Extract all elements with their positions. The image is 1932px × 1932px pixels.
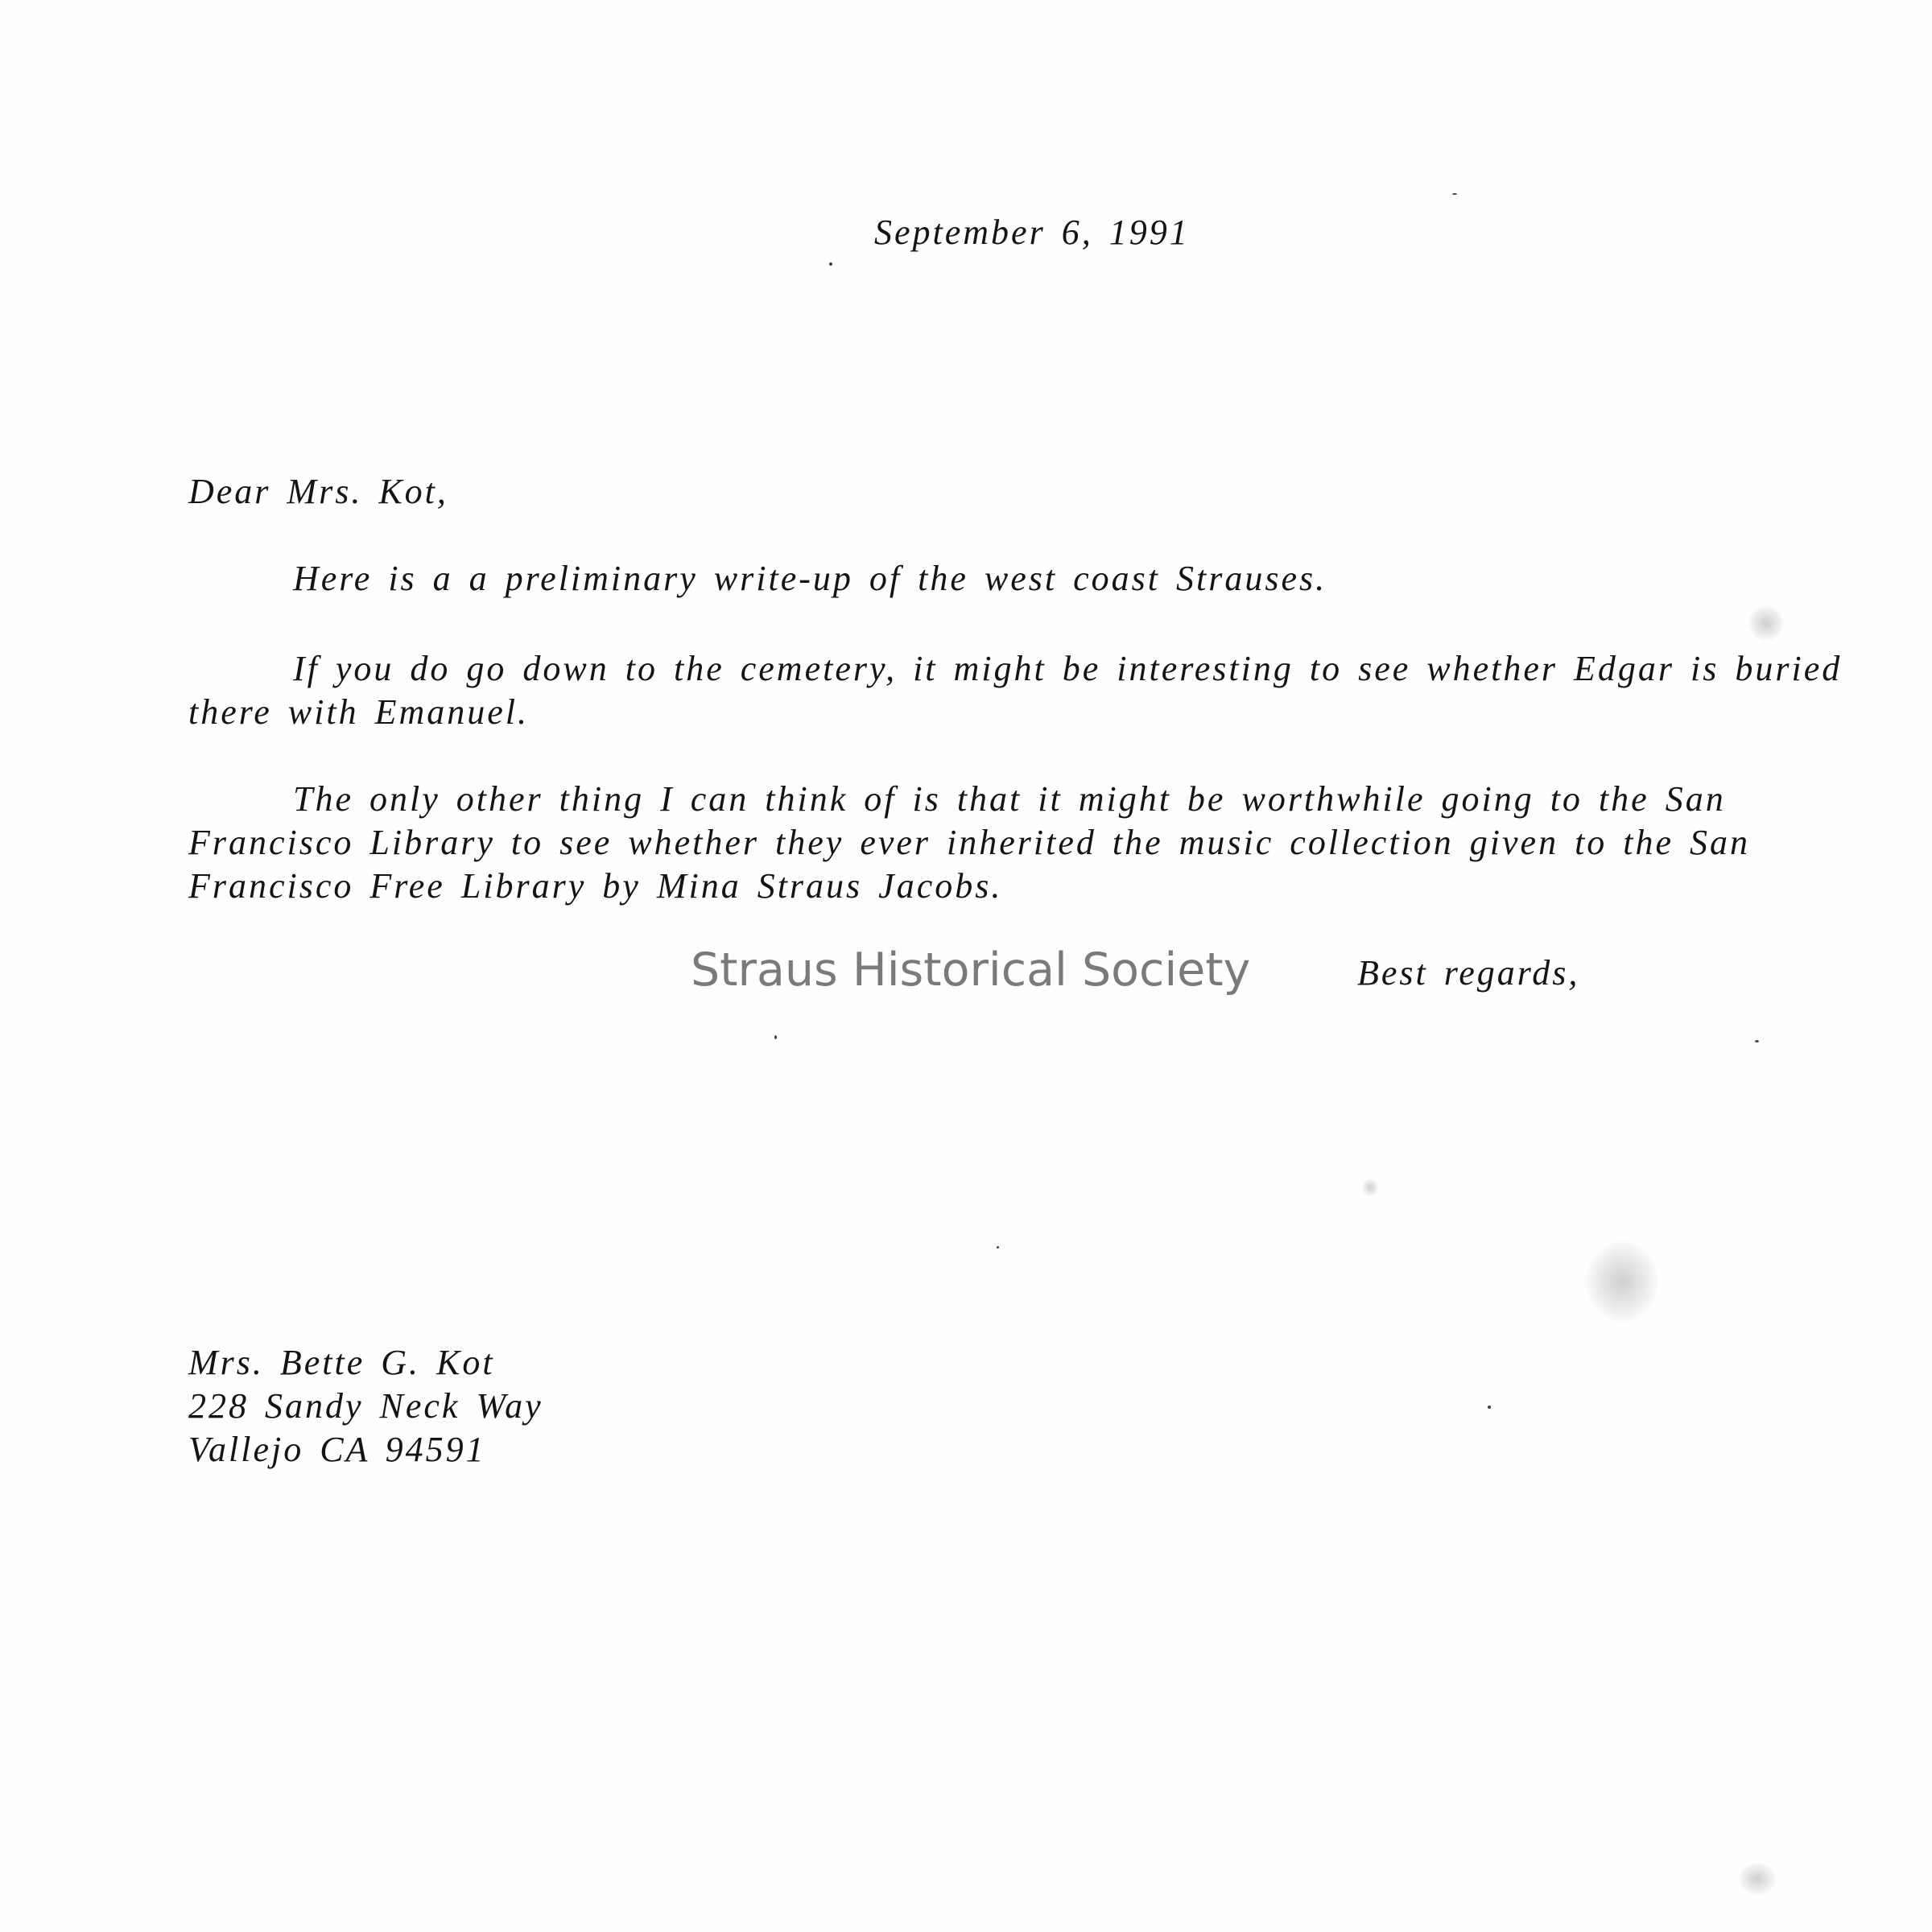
recipient-address <box>188 1341 543 1472</box>
scan-smudge <box>1586 1241 1658 1322</box>
letter-paragraph-2 <box>188 647 1842 734</box>
scan-speck <box>1452 193 1457 195</box>
letter-paragraph-1 <box>188 557 1327 601</box>
paragraph-line: If you do go down to the cemetery, it might be interesting to see whether Edgar is buried <box>293 649 1843 688</box>
scan-smudge <box>1362 1179 1378 1196</box>
paragraph-line: Here is a a preliminary write-up of the west coast Strauses. <box>293 559 1327 598</box>
letter-date: September 6, 1991 <box>874 213 1190 252</box>
address-line: 228 Sandy Neck Way <box>188 1386 543 1426</box>
letter-paragraph-3 <box>188 778 1750 908</box>
scan-speck <box>829 262 832 266</box>
scan-speck <box>1755 1040 1759 1042</box>
scan-speck <box>774 1035 777 1039</box>
scan-smudge <box>1748 605 1784 641</box>
letter-salutation: Dear Mrs. Kot, <box>188 472 448 511</box>
paragraph-line: The only other thing I can think of is that it might be worthwhile going to the San <box>293 779 1726 819</box>
paragraph-line: there with Emanuel. <box>188 692 529 732</box>
scan-speck <box>997 1246 999 1249</box>
paragraph-line: Francisco Free Library by Mina Straus Jacobs. <box>188 866 1003 906</box>
address-line: Mrs. Bette G. Kot <box>188 1343 495 1382</box>
address-line: Vallejo CA 94591 <box>188 1430 486 1469</box>
scan-speck <box>1488 1406 1491 1409</box>
scan-smudge <box>1739 1863 1776 1895</box>
letter-closing: Best regards, <box>1357 953 1580 993</box>
watermark: Straus Historical Society <box>691 943 1251 997</box>
paragraph-line: Francisco Library to see whether they ever inherited the music collection given to the San <box>188 823 1751 862</box>
